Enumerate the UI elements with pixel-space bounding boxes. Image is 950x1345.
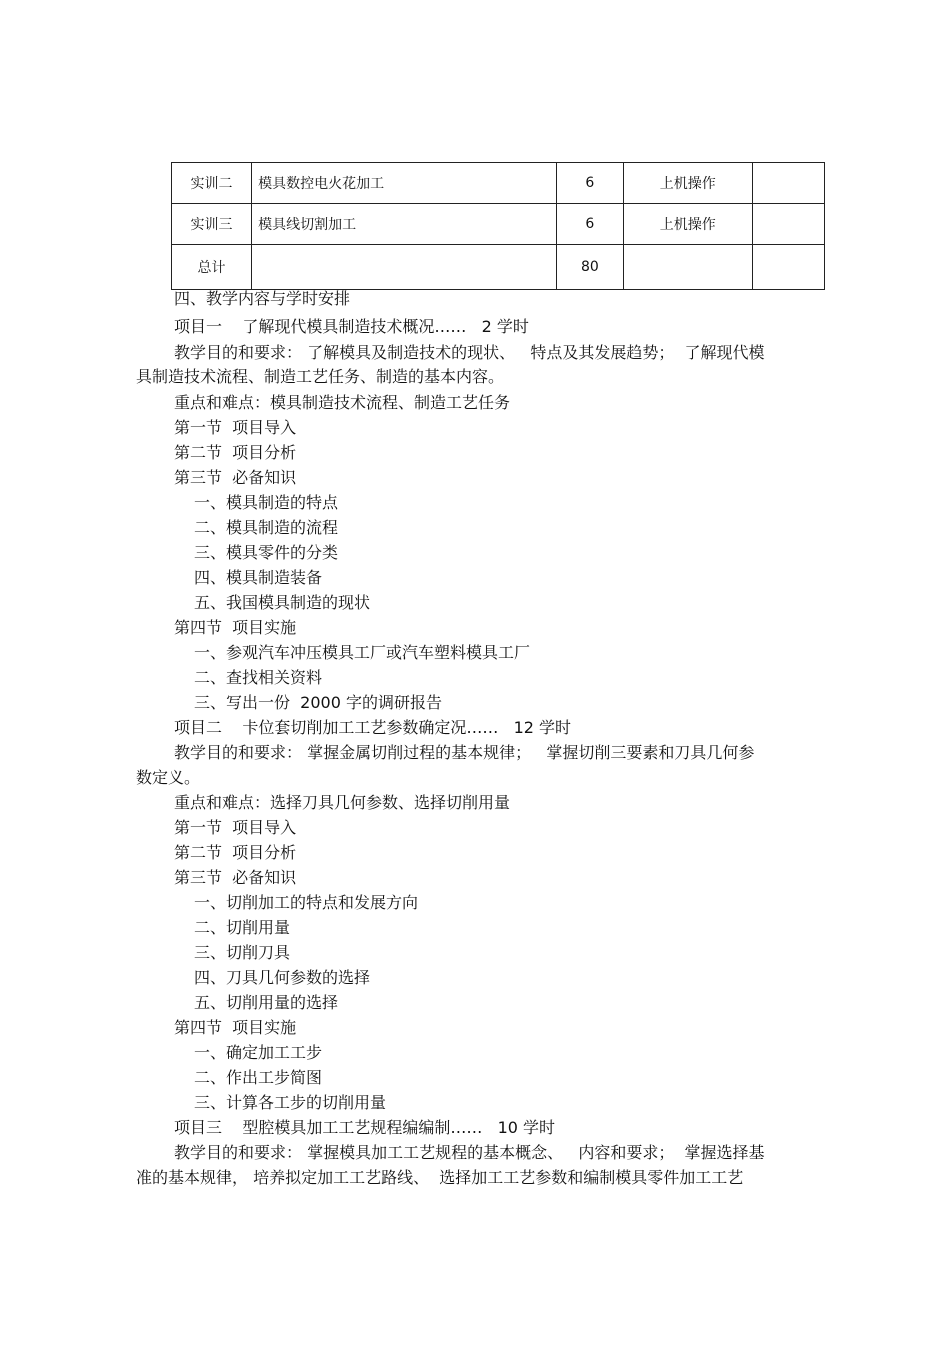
list-item: 一、确定加工工步 [194, 1043, 323, 1062]
list-item: 五、切削用量的选择 [194, 993, 339, 1012]
key-points: 重点和难点：模具制造技术流程、制造工艺任务 [174, 393, 511, 412]
subsection: 第三节 必备知识 [174, 468, 297, 487]
paragraph-line: 数定义。 [136, 768, 201, 787]
paragraph-line: 具制造技术流程、制造工艺任务、制造的基本内容。 [136, 367, 505, 386]
cell-id: 总计 [172, 245, 252, 290]
table-row [172, 204, 825, 245]
list-item: 三、切削刀具 [194, 943, 291, 962]
list-item: 五、我国模具制造的现状 [194, 593, 371, 612]
project-title: 项目二 卡位套切削加工工艺参数确定况…… 12 学时 [174, 718, 572, 737]
subsection: 第一节 项目导入 [174, 818, 297, 837]
table-row-total [172, 245, 825, 290]
cell-method: 上机操作 [623, 204, 752, 245]
list-item: 三、写出一份 2000 字的调研报告 [194, 693, 442, 712]
project-title: 项目一 了解现代模具制造技术概况…… 2 学时 [174, 317, 529, 336]
list-item: 二、查找相关资料 [194, 668, 323, 687]
cell-id: 实训二 [172, 163, 252, 204]
list-item: 一、切削加工的特点和发展方向 [194, 893, 419, 912]
paragraph-line: 教学目的和要求： 掌握金属切削过程的基本规律； 掌握切削三要素和刀具几何参 [174, 743, 755, 762]
list-item: 一、模具制造的特点 [194, 493, 339, 512]
cell-hours: 6 [557, 163, 623, 204]
subsection: 第一节 项目导入 [174, 418, 297, 437]
subsection: 第二节 项目分析 [174, 443, 297, 462]
table-row [172, 163, 825, 204]
cell-note [752, 204, 824, 245]
list-item: 四、刀具几何参数的选择 [194, 968, 371, 987]
section-heading: 四、教学内容与学时安排 [174, 289, 351, 308]
cell-hours: 6 [557, 204, 623, 245]
list-item: 四、模具制造装备 [194, 568, 323, 587]
list-item: 三、模具零件的分类 [194, 543, 339, 562]
subsection: 第四节 项目实施 [174, 618, 297, 637]
cell-method [623, 245, 752, 290]
teaching-hours-table [171, 162, 825, 290]
list-item: 二、模具制造的流程 [194, 518, 339, 537]
key-points: 重点和难点：选择刀具几何参数、选择切削用量 [174, 793, 511, 812]
list-item: 二、作出工步简图 [194, 1068, 323, 1087]
subsection: 第二节 项目分析 [174, 843, 297, 862]
subsection: 第三节 必备知识 [174, 868, 297, 887]
subsection: 第四节 项目实施 [174, 1018, 297, 1037]
cell-name: 模具线切割加工 [252, 204, 557, 245]
paragraph-line: 教学目的和要求： 了解模具及制造技术的现状、 特点及其发展趋势； 了解现代模 [174, 343, 765, 362]
cell-name [252, 245, 557, 290]
list-item: 三、计算各工步的切削用量 [194, 1093, 387, 1112]
list-item: 一、参观汽车冲压模具工厂或汽车塑料模具工厂 [194, 643, 531, 662]
cell-note [752, 245, 824, 290]
cell-id: 实训三 [172, 204, 252, 245]
paragraph-line: 教学目的和要求： 掌握模具加工工艺规程的基本概念、 内容和要求； 掌握选择基 [174, 1143, 765, 1162]
cell-name: 模具数控电火花加工 [252, 163, 557, 204]
cell-method: 上机操作 [623, 163, 752, 204]
project-title: 项目三 型腔模具加工工艺规程编编制…… 10 学时 [174, 1118, 556, 1137]
paragraph-line: 准的基本规律， 培养拟定加工工艺路线、 选择加工工艺参数和编制模具零件加工工艺 [136, 1168, 744, 1187]
cell-note [752, 163, 824, 204]
cell-hours: 80 [557, 245, 623, 290]
list-item: 二、切削用量 [194, 918, 291, 937]
